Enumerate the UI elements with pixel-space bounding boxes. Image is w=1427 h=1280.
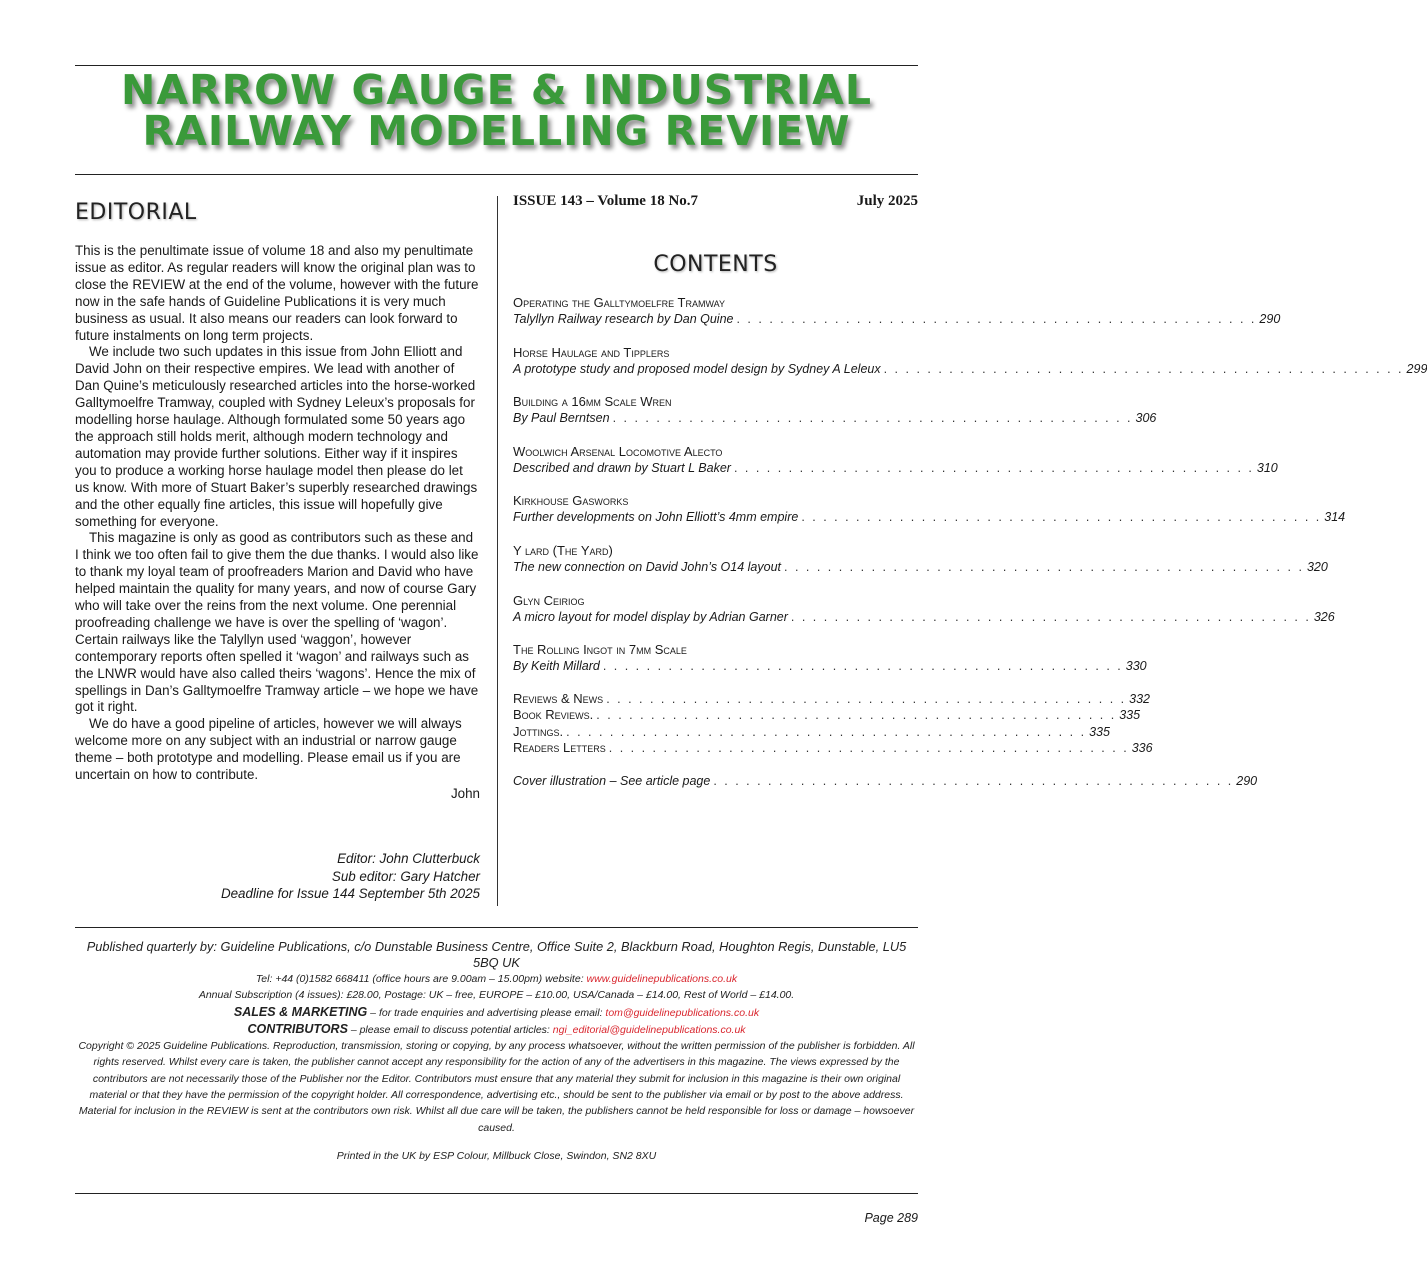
toc-entry[interactable] (513, 344, 1427, 394)
editorial-heading: EDITORIAL (75, 200, 197, 225)
contributors-label: CONTRIBUTORS (247, 1021, 348, 1036)
toc-leader-dots: . . . . . . . . . . . . . . . . . . . . . . . . . . . . . . . . . . . . . . . . . . . . . . . . (602, 659, 1123, 674)
toc-regular-entry[interactable] (513, 690, 1150, 708)
masthead-line-1: NARROW GAUGE & INDUSTRIAL (121, 66, 872, 114)
toc-entry-title: Building a 16mm Scale Wren (513, 394, 672, 410)
publisher-footer (75, 939, 918, 1162)
toc-entry-desc: Described and drawn by Stuart L Baker (513, 460, 731, 475)
copyright-notice: Copyright © 2025 Guideline Publications. Reproduction, transmission, storing or copying, by any process whatsoever, without the written permission of the publisher is forbidden. All rights reserved. Whilst every care is taken, the publisher cannot accept any responsibility for the action of any of the advertisers in this magazine. The views expressed by the contributors are not necessarily those of the Publisher nor the Editor. Contributors must ensure that any material they submit for inclusion in this magazine is their own original material or that they have the permission of the copyright holder. All correspondence, advertising etc., should be sent to the publisher via email or by post to the above address. Material for inclusion in the REVIEW is sent at the contributors own risk. Whilst all due care will be taken, the publishers cannot be held responsible for loss or damage – howsoever caused. (78, 1040, 915, 1134)
toc-entry[interactable] (513, 294, 1281, 344)
editorial-body (75, 243, 480, 803)
toc-entry-title: Woolwich Arsenal Locomotive Alecto (513, 443, 723, 459)
toc-regulars (513, 690, 1153, 757)
toc-entry-title: Glyn Ceiriog (513, 592, 585, 608)
toc-entry-page: 320 (1306, 559, 1328, 574)
editorial-credits (75, 850, 480, 903)
toc-entry-title: Operating the Galltymoelfre Tramway (513, 295, 725, 310)
toc-entry-page: 314 (1324, 510, 1346, 525)
toc-entry-page: 335 (1119, 708, 1141, 723)
telephone-text: Tel: +44 (0)1582 668411 (office hours are 9.00am – 15.00pm) website: (255, 973, 587, 985)
bottom-rule (75, 1193, 918, 1194)
toc-regular-entry[interactable] (513, 723, 1110, 741)
editorial-paragraph: This magazine is only as good as contributors such as these and I think we too often fail to give them the due thanks. I would also like to thank my loyal team of proofreaders Marion and David who have helped maintain the quality for many years, and now of course Gary who will take over the reins from the next volume. One perennial proofreading challenge we have is over the spelling of ‘wagon’. Certain railways like the Talyllyn used ‘waggon’, however contemporary reports often spelled it ‘wagon’ and railways such as the LNWR would have also called theirs ‘wagons’. Hence the mix of spellings in Dan’s Galltymoelfre Tramway article – we hope we have got it right. (75, 530, 479, 715)
editorial-paragraph: We include two such updates in this issue from John Elliott and David John on their respective empires. We lead with another of Dan Quine’s meticulously researched articles into the horse-worked Galltymoelfre Tramway, coupled with Sydney Leleux’s proposals for modelling horse haulage. Although formulated some 50 years ago the approach still holds merit, although modern technology and automation may provide further solutions. Either way if it inspires you to produce a working horse haulage model then please do let us know. With more of Stuart Baker’s superbly researched drawings and the other equally fine articles, this issue will hopefully give something for everyone. (75, 344, 478, 529)
toc-entry-desc: By Paul Berntsen (513, 411, 610, 426)
toc-entry-page: 306 (1135, 411, 1157, 426)
toc-entry-desc: A prototype study and proposed model design by Sydney A Leleux (513, 361, 881, 376)
toc-leader-dots: . . . . . . . . . . . . . . . . . . . . . . . . . . . . . . . . . . . . . . . . . . . . . . . . (596, 708, 1117, 723)
contributors-line (75, 1021, 918, 1038)
toc-entry[interactable] (513, 393, 1157, 443)
toc-entry[interactable] (513, 641, 1147, 691)
editor-credit: Editor: John Clutterbuck (337, 851, 480, 866)
toc-leader-dots: . . . . . . . . . . . . . . . . . . . . . . . . . . . . . . . . . . . . . . . . . . . . . . . . (801, 510, 1322, 525)
toc-leader-dots: . . . . . . . . . . . . . . . . . . . . . . . . . . . . . . . . . . . . . . . . . . . . . . . . (608, 741, 1129, 756)
toc-entry[interactable] (513, 592, 1335, 642)
toc-leader-dots: . . . . . . . . . . . . . . . . . . . . . . . . . . . . . . . . . . . . . . . . . . . . . . . . (566, 724, 1087, 739)
toc-entry-title: Kirkhouse Gasworks (513, 493, 629, 509)
sub-editor-credit: Sub editor: Gary Hatcher (331, 868, 480, 884)
printer-credit: Printed in the UK by ESP Colour, Millbuck Close, Swindon, SN2 8XU (336, 1149, 657, 1162)
toc-leader-dots: . . . . . . . . . . . . . . . . . . . . . . . . . . . . . . . . . . . . . . . . . . . . . . . . (713, 773, 1234, 788)
masthead-title (75, 66, 918, 155)
page-number: Page 289 (864, 1211, 918, 1225)
toc-entry-desc: The new connection on David John’s O14 layout (513, 559, 781, 574)
masthead-line-2: RAILWAY MODELLING REVIEW (142, 107, 851, 155)
toc-entry[interactable] (513, 492, 1346, 542)
toc-leader-dots: . . . . . . . . . . . . . . . . . . . . . . . . . . . . . . . . . . . . . . . . . . . . . . . . (736, 312, 1257, 326)
column-divider (497, 196, 498, 906)
contributors-text: – please email to discuss potential articles: (347, 1023, 553, 1036)
toc-entry-title: Readers Letters (513, 740, 606, 756)
editorial-paragraph: This is the penultimate issue of volume 18 and also my penultimate issue as editor. As regular readers will know the original plan was to close the REVIEW at the end of the volume, however with the future now in the safe hands of Guideline Publications it is very much business as usual. It also means our readers can look forward to future instalments on long term projects. (75, 243, 479, 343)
toc-entry-title: The Rolling Ingot in 7mm Scale (513, 642, 687, 658)
toc-entry-page: 336 (1131, 741, 1153, 756)
editorial-paragraph: We do have a good pipeline of articles, however we will always welcome more on any subject with an industrial or narrow gauge theme – both prototype and modelling. Please email us if you are uncertain on how to contribute. (75, 716, 462, 783)
toc-cover-title: Cover illustration – See article page (513, 773, 711, 788)
toc-entry-desc: By Keith Millard (513, 659, 600, 674)
sales-text: – for trade enquiries and advertising please email: (367, 1006, 606, 1019)
contributors-email-link[interactable]: ngi_editorial@guidelinepublications.co.uk (552, 1023, 746, 1036)
toc-entry-page: 326 (1313, 609, 1335, 624)
toc-entry-title: Book Reviews. (513, 707, 594, 723)
issue-label: ISSUE 143 – Volume 18 No.7 (513, 193, 699, 209)
toc-entry-page: 332 (1129, 691, 1150, 706)
toc-entry-desc: Further developments on John Elliott’s 4mm empire (513, 510, 799, 525)
editorial-signoff: John (450, 786, 480, 801)
footer-top-rule (75, 927, 918, 928)
table-of-contents (513, 294, 1427, 790)
sales-label: SALES & MARKETING (233, 1004, 368, 1019)
website-link[interactable]: www.guidelinepublications.co.uk (586, 973, 738, 985)
contents-heading: CONTENTS (653, 252, 778, 277)
toc-leader-dots: . . . . . . . . . . . . . . . . . . . . . . . . . . . . . . . . . . . . . . . . . . . . . . . . (606, 691, 1127, 706)
toc-leader-dots: . . . . . . . . . . . . . . . . . . . . . . . . . . . . . . . . . . . . . . . . . . . . . . . . (612, 411, 1133, 426)
toc-entry-title: Horse Haulage and Tipplers (513, 344, 670, 360)
toc-entry[interactable] (513, 542, 1328, 592)
toc-entry-title: Reviews & News (513, 690, 604, 706)
toc-leader-dots: . . . . . . . . . . . . . . . . . . . . . . . . . . . . . . . . . . . . . . . . . . . . . . . . (883, 361, 1404, 376)
toc-leader-dots: . . . . . . . . . . . . . . . . . . . . . . . . . . . . . . . . . . . . . . . . . . . . . . . . (790, 609, 1311, 624)
toc-entry[interactable] (513, 443, 1278, 493)
sales-email-link[interactable]: tom@guidelinepublications.co.uk (605, 1006, 760, 1019)
subscription-line: Annual Subscription (4 issues): £28.00, Postage: UK – free, EUROPE – £10.00, USA/Canada – £14.00, Rest of World – £14.00. (198, 989, 795, 1002)
toc-entry-page: 335 (1089, 724, 1110, 739)
toc-entry-title: Jottings. (513, 723, 564, 739)
toc-entry-page: 299 (1406, 361, 1427, 376)
sales-line (75, 1004, 918, 1021)
toc-leader-dots: . . . . . . . . . . . . . . . . . . . . . . . . . . . . . . . . . . . . . . . . . . . . . . . . (733, 460, 1254, 475)
toc-entry-desc: A micro layout for model display by Adrian Garner (513, 609, 788, 624)
contact-line (75, 971, 918, 987)
toc-cover-entry[interactable] (513, 773, 1258, 790)
toc-regular-entry[interactable] (513, 740, 1153, 757)
issue-date: July 2025 (856, 193, 918, 209)
issue-line (513, 193, 918, 210)
toc-entry-page: 310 (1256, 460, 1278, 475)
toc-leader-dots: . . . . . . . . . . . . . . . . . . . . . . . . . . . . . . . . . . . . . . . . . . . . . . . . (784, 559, 1304, 574)
toc-entry-page: 290 (1259, 312, 1281, 326)
toc-entry-title: Y lard (The Yard) (513, 542, 613, 558)
deadline-note: Deadline for Issue 144 September 5th 2025 (220, 886, 480, 901)
toc-entry-desc: Talyllyn Railway research by Dan Quine (513, 312, 734, 326)
toc-cover-page: 290 (1236, 773, 1258, 788)
published-by: Published quarterly by: Guideline Publications, c/o Dunstable Business Centre, Office Suite 2, Blackburn Road, Houghton Regis, Dunstable, LU5 5BQ UK (86, 939, 907, 970)
toc-entry-page: 330 (1125, 659, 1147, 674)
masthead-bottom-rule (75, 174, 918, 175)
toc-regular-entry[interactable] (513, 707, 1141, 724)
